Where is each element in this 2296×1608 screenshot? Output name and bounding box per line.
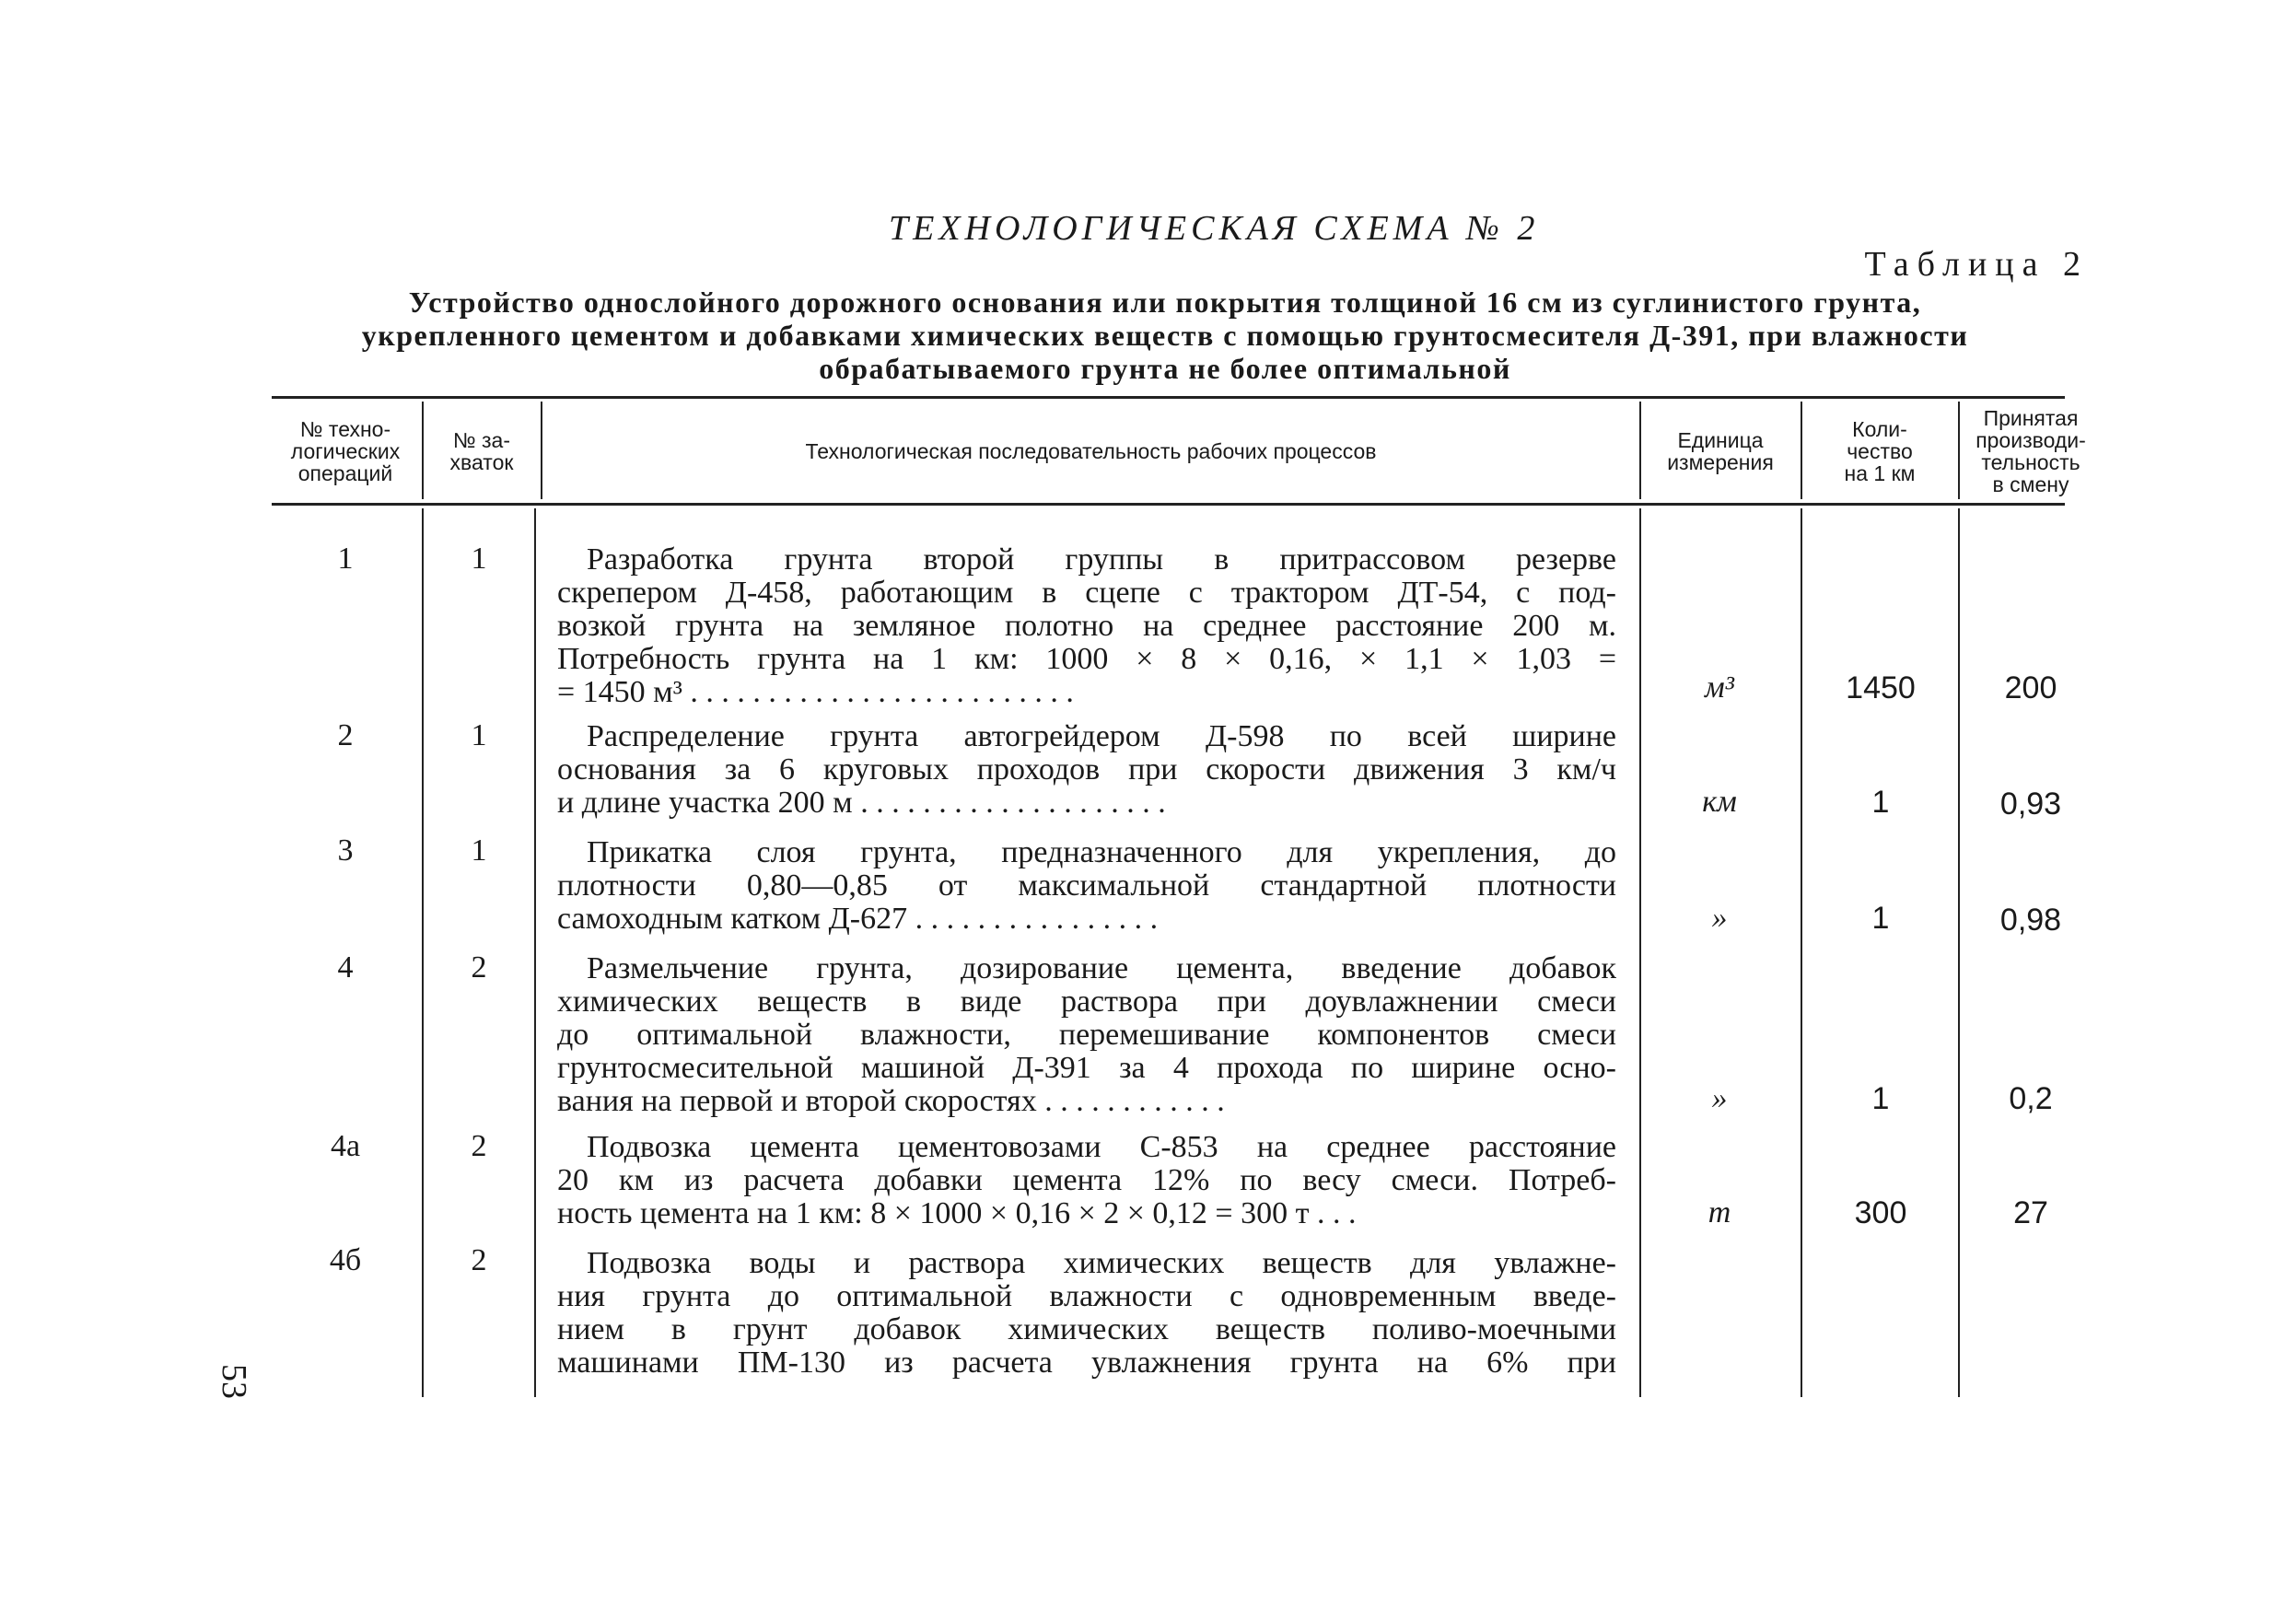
grip-number: 2 — [471, 1243, 487, 1277]
productivity-cell: 0,98 — [1999, 903, 2062, 938]
header-grip-number: № за- хваток — [449, 428, 514, 474]
header-separator — [422, 402, 424, 499]
body-separator — [1639, 508, 1641, 1397]
description-line: химических веществ в виде раствора при доувлажнении смеси — [557, 985, 1616, 1019]
description-line: грунтосмесительной машиной Д-391 за 4 прохода по ширине осно- — [557, 1052, 1616, 1085]
body-separator — [1958, 508, 1960, 1397]
process-description — [557, 720, 1616, 820]
description-line: Прикатка слоя грунта, предназначенного для укрепления, до — [587, 836, 1616, 869]
productivity-cell: 27 — [2013, 1195, 2048, 1230]
grip-number: 1 — [471, 833, 487, 868]
quantity-cell: 300 — [1854, 1195, 1907, 1230]
productivity-cell: 200 — [2004, 670, 2057, 705]
unit-cell: м³ — [1705, 670, 1734, 705]
header-separator — [1801, 402, 1802, 499]
header-separator — [1958, 402, 1960, 499]
description-line: машинами ПМ-130 из расчета увлажнения грунта на 6% при — [557, 1346, 1616, 1380]
description-line: Распределение грунта автогрейдером Д-598 по всей ширине — [587, 720, 1616, 753]
unit-cell: км — [1702, 785, 1737, 819]
description-line: ность цемента на 1 км: 8 × 1000 × 0,16 × 2 × 0,12 = 300 т . . . — [557, 1197, 1357, 1230]
description-line: Потребность грунта на 1 км: 1000 × 8 × 0,16, × 1,1 × 1,03 = — [557, 643, 1616, 676]
op-number: 3 — [337, 833, 354, 868]
table-label: Таблица 2 — [1864, 245, 2089, 284]
quantity-cell: 1 — [1871, 901, 1890, 936]
op-number: 4 — [337, 950, 354, 985]
table-header-rule — [272, 503, 2065, 506]
description-line: плотности 0,80—0,85 от максимальной стандартной плотности — [557, 869, 1616, 903]
op-number: 1 — [337, 542, 354, 576]
grip-number: 1 — [471, 542, 487, 576]
op-number: 2 — [337, 718, 354, 752]
header-separator — [541, 402, 542, 499]
unit-cell: т — [1707, 1195, 1731, 1229]
quantity-cell: 1 — [1871, 785, 1890, 820]
body-separator — [534, 508, 536, 1397]
description-line: до оптимальной влажности, перемешивание компонентов смеси — [557, 1019, 1616, 1052]
op-number: 4б — [329, 1243, 362, 1277]
op-number: 4а — [330, 1129, 361, 1163]
body-separator — [1801, 508, 1802, 1397]
description-line: = 1450 м³ . . . . . . . . . . . . . . . . . . . . . . . . . — [557, 676, 1074, 709]
description-line: Размельчение грунта, дозирование цемента, введение добавок — [587, 952, 1616, 985]
table-heading-line: обрабатываемого грунта не более оптимальной — [819, 352, 1511, 385]
quantity-cell: 1450 — [1846, 670, 1916, 705]
description-line: 20 км из расчета добавки цемента 12% по весу смеси. Потреб- — [557, 1164, 1616, 1197]
header-process: Технологическая последовательность рабочих процессов — [805, 439, 1377, 463]
header-op-number: № техно- логических операций — [290, 417, 401, 485]
description-line: основания за 6 круговых проходов при скорости движения 3 км/ч — [557, 753, 1616, 787]
description-line: и длине участка 200 м . . . . . . . . . . . . . . . . . . . . — [557, 787, 1166, 820]
header-quantity: Коли- чество на 1 км — [1844, 417, 1916, 485]
description-line: скрепером Д-458, работающим в сцепе с трактором ДТ-54, с под- — [557, 577, 1616, 610]
description-line: Подвозка цемента цементовозами С-853 на среднее расстояние — [587, 1131, 1616, 1164]
header-separator — [1639, 402, 1641, 499]
unit-cell: » — [1711, 901, 1728, 935]
grip-number: 2 — [471, 950, 487, 985]
page-number: 53 — [215, 1364, 253, 1399]
grip-number: 1 — [471, 718, 487, 752]
description-line: возкой грунта на земляное полотно на среднее расстояние 200 м. — [557, 610, 1616, 643]
productivity-cell: 0,2 — [2009, 1081, 2053, 1116]
productivity-cell: 0,93 — [1999, 787, 2062, 821]
body-separator — [422, 508, 424, 1397]
process-description — [557, 1247, 1616, 1380]
description-line: ния грунта до оптимальной влажности с одновременным введе- — [557, 1280, 1616, 1313]
header-unit: Единица измерения — [1667, 428, 1774, 474]
header-productivity: Принятая производи- тельность в смену — [1975, 406, 2086, 496]
unit-cell: » — [1711, 1081, 1728, 1115]
table-top-rule — [272, 396, 2065, 399]
process-description — [557, 952, 1616, 1118]
grip-number: 2 — [471, 1129, 487, 1163]
table-heading-line: Устройство однослойного дорожного основания или покрытия толщиной 16 см из суглинистого грунта, — [408, 285, 1922, 319]
scheme-title: ТЕХНОЛОГИЧЕСКАЯ СХЕМА № 2 — [889, 209, 1540, 248]
table-heading — [267, 285, 2063, 385]
quantity-cell: 1 — [1871, 1081, 1890, 1116]
description-line: самоходным катком Д-627 . . . . . . . . . . . . . . . . — [557, 903, 1159, 936]
process-description — [557, 543, 1616, 709]
description-line: вания на первой и второй скоростях . . . . . . . . . . . . — [557, 1085, 1225, 1118]
description-line: нием в грунт добавок химических веществ поливо-моечными — [557, 1313, 1616, 1346]
process-description — [557, 836, 1616, 936]
process-description — [557, 1131, 1616, 1230]
description-line: Подвозка воды и раствора химических веществ для увлажне- — [587, 1247, 1616, 1280]
description-line: Разработка грунта второй группы в притрассовом резерве — [587, 543, 1616, 577]
table-heading-line: укрепленного цементом и добавками химических веществ с помощью грунтосмесителя Д-391, при влажности — [361, 319, 1969, 352]
